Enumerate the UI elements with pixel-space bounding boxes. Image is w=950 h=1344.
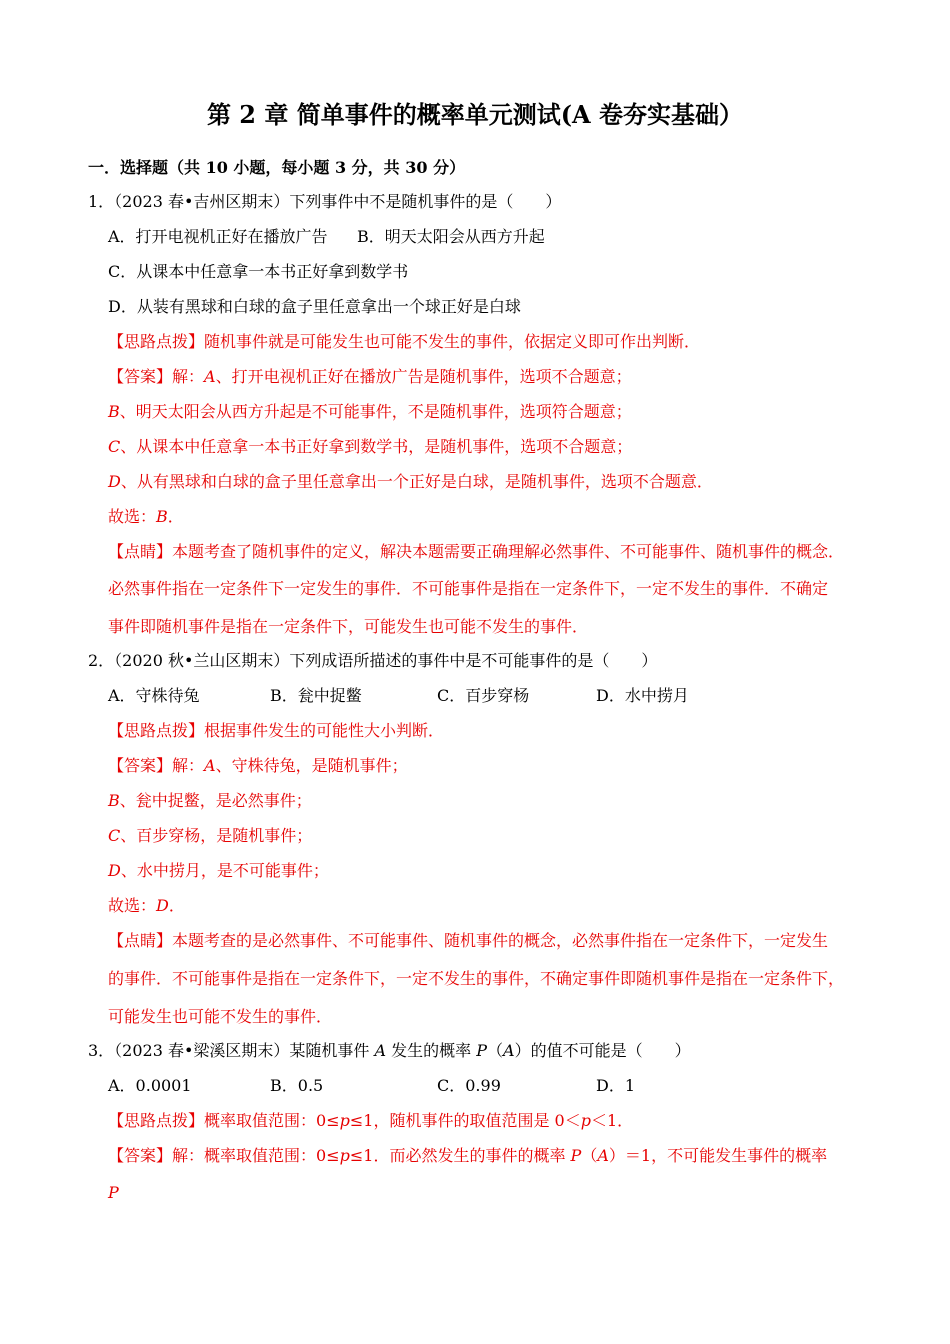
stem-var: A <box>374 1041 387 1060</box>
q1-stem: 1．（2023 春•吉州区期末）下列事件中不是随机事件的是（ ） <box>88 192 562 211</box>
q2-note-line1 <box>108 930 828 952</box>
answer-text: （ <box>581 1146 598 1165</box>
answer-text: 、从课本中任意拿一本书正好拿到数学书，是随机事件，选项不合题意； <box>120 437 633 456</box>
stem-text: 3．（2023 春•梁溪区期末）某随机事件 <box>88 1041 375 1060</box>
answer-lead: 解： <box>172 367 205 386</box>
q3-stem <box>88 1040 691 1062</box>
q1-note-line2: 必然事件指在一定条件下一定发生的事件．不可能事件是指在一定条件下，一定不发生的事件．不确定 <box>108 579 829 598</box>
choice-lead: 故选： <box>108 896 157 915</box>
answer-var: P <box>570 1146 582 1165</box>
q1-note-line3: 事件即随机事件是指在一定条件下，可能发生也可能不发生的事件． <box>108 617 589 636</box>
answer-var: A <box>597 1146 609 1165</box>
q1-hint <box>108 331 700 353</box>
choice-letter: B <box>156 507 168 526</box>
hint-tag: 【思路点拨】 <box>108 332 205 351</box>
answer-tag: 【答案】 <box>108 1146 173 1165</box>
note-tag: 【点睛】 <box>108 542 173 561</box>
q3-option-d: D．1 <box>596 1076 636 1095</box>
answer-text: 、打开电视机正好在播放广告是随机事件，选项不合题意； <box>215 367 632 386</box>
answer-text: ）＝1，不可能发生事件的概率 <box>608 1146 828 1165</box>
stem-var: A <box>503 1041 515 1060</box>
q3-option-c: C．0.99 <box>437 1076 501 1095</box>
hint-text: ≤1，随机事件的取值范围是 0＜ <box>349 1111 581 1130</box>
stem-text: （ <box>487 1041 504 1060</box>
hint-tag: 【思路点拨】 <box>108 721 205 740</box>
answer-text: 、明天太阳会从西方升起是不可能事件，不是随机事件，选项符合题意； <box>119 402 632 421</box>
answer-tag: 【答案】 <box>108 367 173 386</box>
q1-answer-b <box>108 401 632 423</box>
option-letter: C <box>108 826 121 845</box>
q1-option-c: C．从课本中任意拿一本书正好拿到数学书 <box>108 262 409 281</box>
option-letter: C <box>108 437 121 456</box>
option-letter: D <box>108 861 121 880</box>
answer-text: 、瓮中捉鳖，是必然事件； <box>119 791 312 810</box>
q1-answer-a <box>108 366 632 388</box>
option-letter: A <box>204 367 216 386</box>
note-text: 本题考查了随机事件的定义，解决本题需要正确理解必然事件、不可能事件、随机事件的概念． <box>172 542 845 561</box>
page-title: 第 2 章 简单事件的概率单元测试(A 卷夯实基础） <box>206 100 744 129</box>
choice-end: ． <box>168 896 185 915</box>
q3-option-a: A．0.0001 <box>108 1076 192 1095</box>
answer-tag: 【答案】 <box>108 756 173 775</box>
note-text: 本题考查的是必然事件、不可能事件、随机事件的概念，必然事件指在一定条件下，一定发生 <box>172 931 829 950</box>
q1-option-b: B．明天太阳会从西方升起 <box>357 227 545 246</box>
q2-answer-c <box>108 825 312 847</box>
stem-text: ）的值不可能是（ ） <box>514 1041 691 1060</box>
hint-text: 随机事件就是可能发生也可能不发生的事件，依据定义即可作出判断． <box>204 332 701 351</box>
section-heading: 一．选择题（共 10 小题，每小题 3 分，共 30 分） <box>88 158 466 177</box>
q2-stem: 2．（2020 秋•兰山区期末）下列成语所描述的事件中是不可能事件的是（ ） <box>88 651 658 670</box>
note-tag: 【点睛】 <box>108 931 173 950</box>
answer-text: 解：概率取值范围：0≤ <box>172 1146 340 1165</box>
q3-answer-continued: P <box>108 1183 119 1202</box>
stem-text: 发生的概率 <box>386 1041 477 1060</box>
q2-choice <box>108 895 185 917</box>
option-letter: A <box>204 756 216 775</box>
choice-end: ． <box>167 507 184 526</box>
q1-answer-d <box>108 471 713 493</box>
option-letter: B <box>108 791 120 810</box>
hint-text: ＜1． <box>590 1111 634 1130</box>
q2-option-a: A．守株待兔 <box>108 686 200 705</box>
answer-var: p <box>339 1146 350 1165</box>
option-letter: B <box>108 402 120 421</box>
q1-note-line1 <box>108 541 844 563</box>
q1-answer-c <box>108 436 632 458</box>
hint-var: p <box>580 1111 591 1130</box>
answer-text: 、从有黑球和白球的盒子里任意拿出一个正好是白球，是随机事件，选项不合题意． <box>120 472 713 491</box>
option-letter: D <box>108 472 121 491</box>
q1-choice <box>108 506 184 528</box>
q2-option-d: D．水中捞月 <box>596 686 689 705</box>
answer-text: 、水中捞月，是不可能事件； <box>120 861 329 880</box>
q2-note-line3: 可能发生也可能不发生的事件． <box>108 1007 333 1026</box>
q3-hint <box>108 1110 633 1132</box>
stem-var: P <box>476 1041 488 1060</box>
hint-text: 概率取值范围：0≤ <box>204 1111 340 1130</box>
q1-option-d: D．从装有黑球和白球的盒子里任意拿出一个球正好是白球 <box>108 297 521 316</box>
answer-lead: 解： <box>172 756 205 775</box>
q2-note-line2: 的事件．不可能事件是指在一定条件下，一定不发生的事件，不确定事件即随机事件是指在一定条件下， <box>108 969 845 988</box>
q3-answer <box>108 1145 827 1167</box>
hint-var: p <box>339 1111 350 1130</box>
q1-option-a: A．打开电视机正好在播放广告 <box>108 227 328 246</box>
answer-text: 、百步穿杨，是随机事件； <box>120 826 313 845</box>
answer-text: ≤1．而必然发生的事件的概率 <box>349 1146 571 1165</box>
q2-answer-b <box>108 790 312 812</box>
choice-lead: 故选： <box>108 507 157 526</box>
hint-tag: 【思路点拨】 <box>108 1111 205 1130</box>
choice-letter: D <box>156 896 169 915</box>
hint-text: 根据事件发生的可能性大小判断． <box>204 721 445 740</box>
q2-answer-a <box>108 755 408 777</box>
q2-hint <box>108 720 444 742</box>
q2-option-b: B．瓮中捉鳖 <box>270 686 362 705</box>
q2-answer-d <box>108 860 329 882</box>
q3-option-b: B．0.5 <box>270 1076 324 1095</box>
answer-text: 、守株待兔，是随机事件； <box>215 756 408 775</box>
q2-option-c: C．百步穿杨 <box>437 686 530 705</box>
